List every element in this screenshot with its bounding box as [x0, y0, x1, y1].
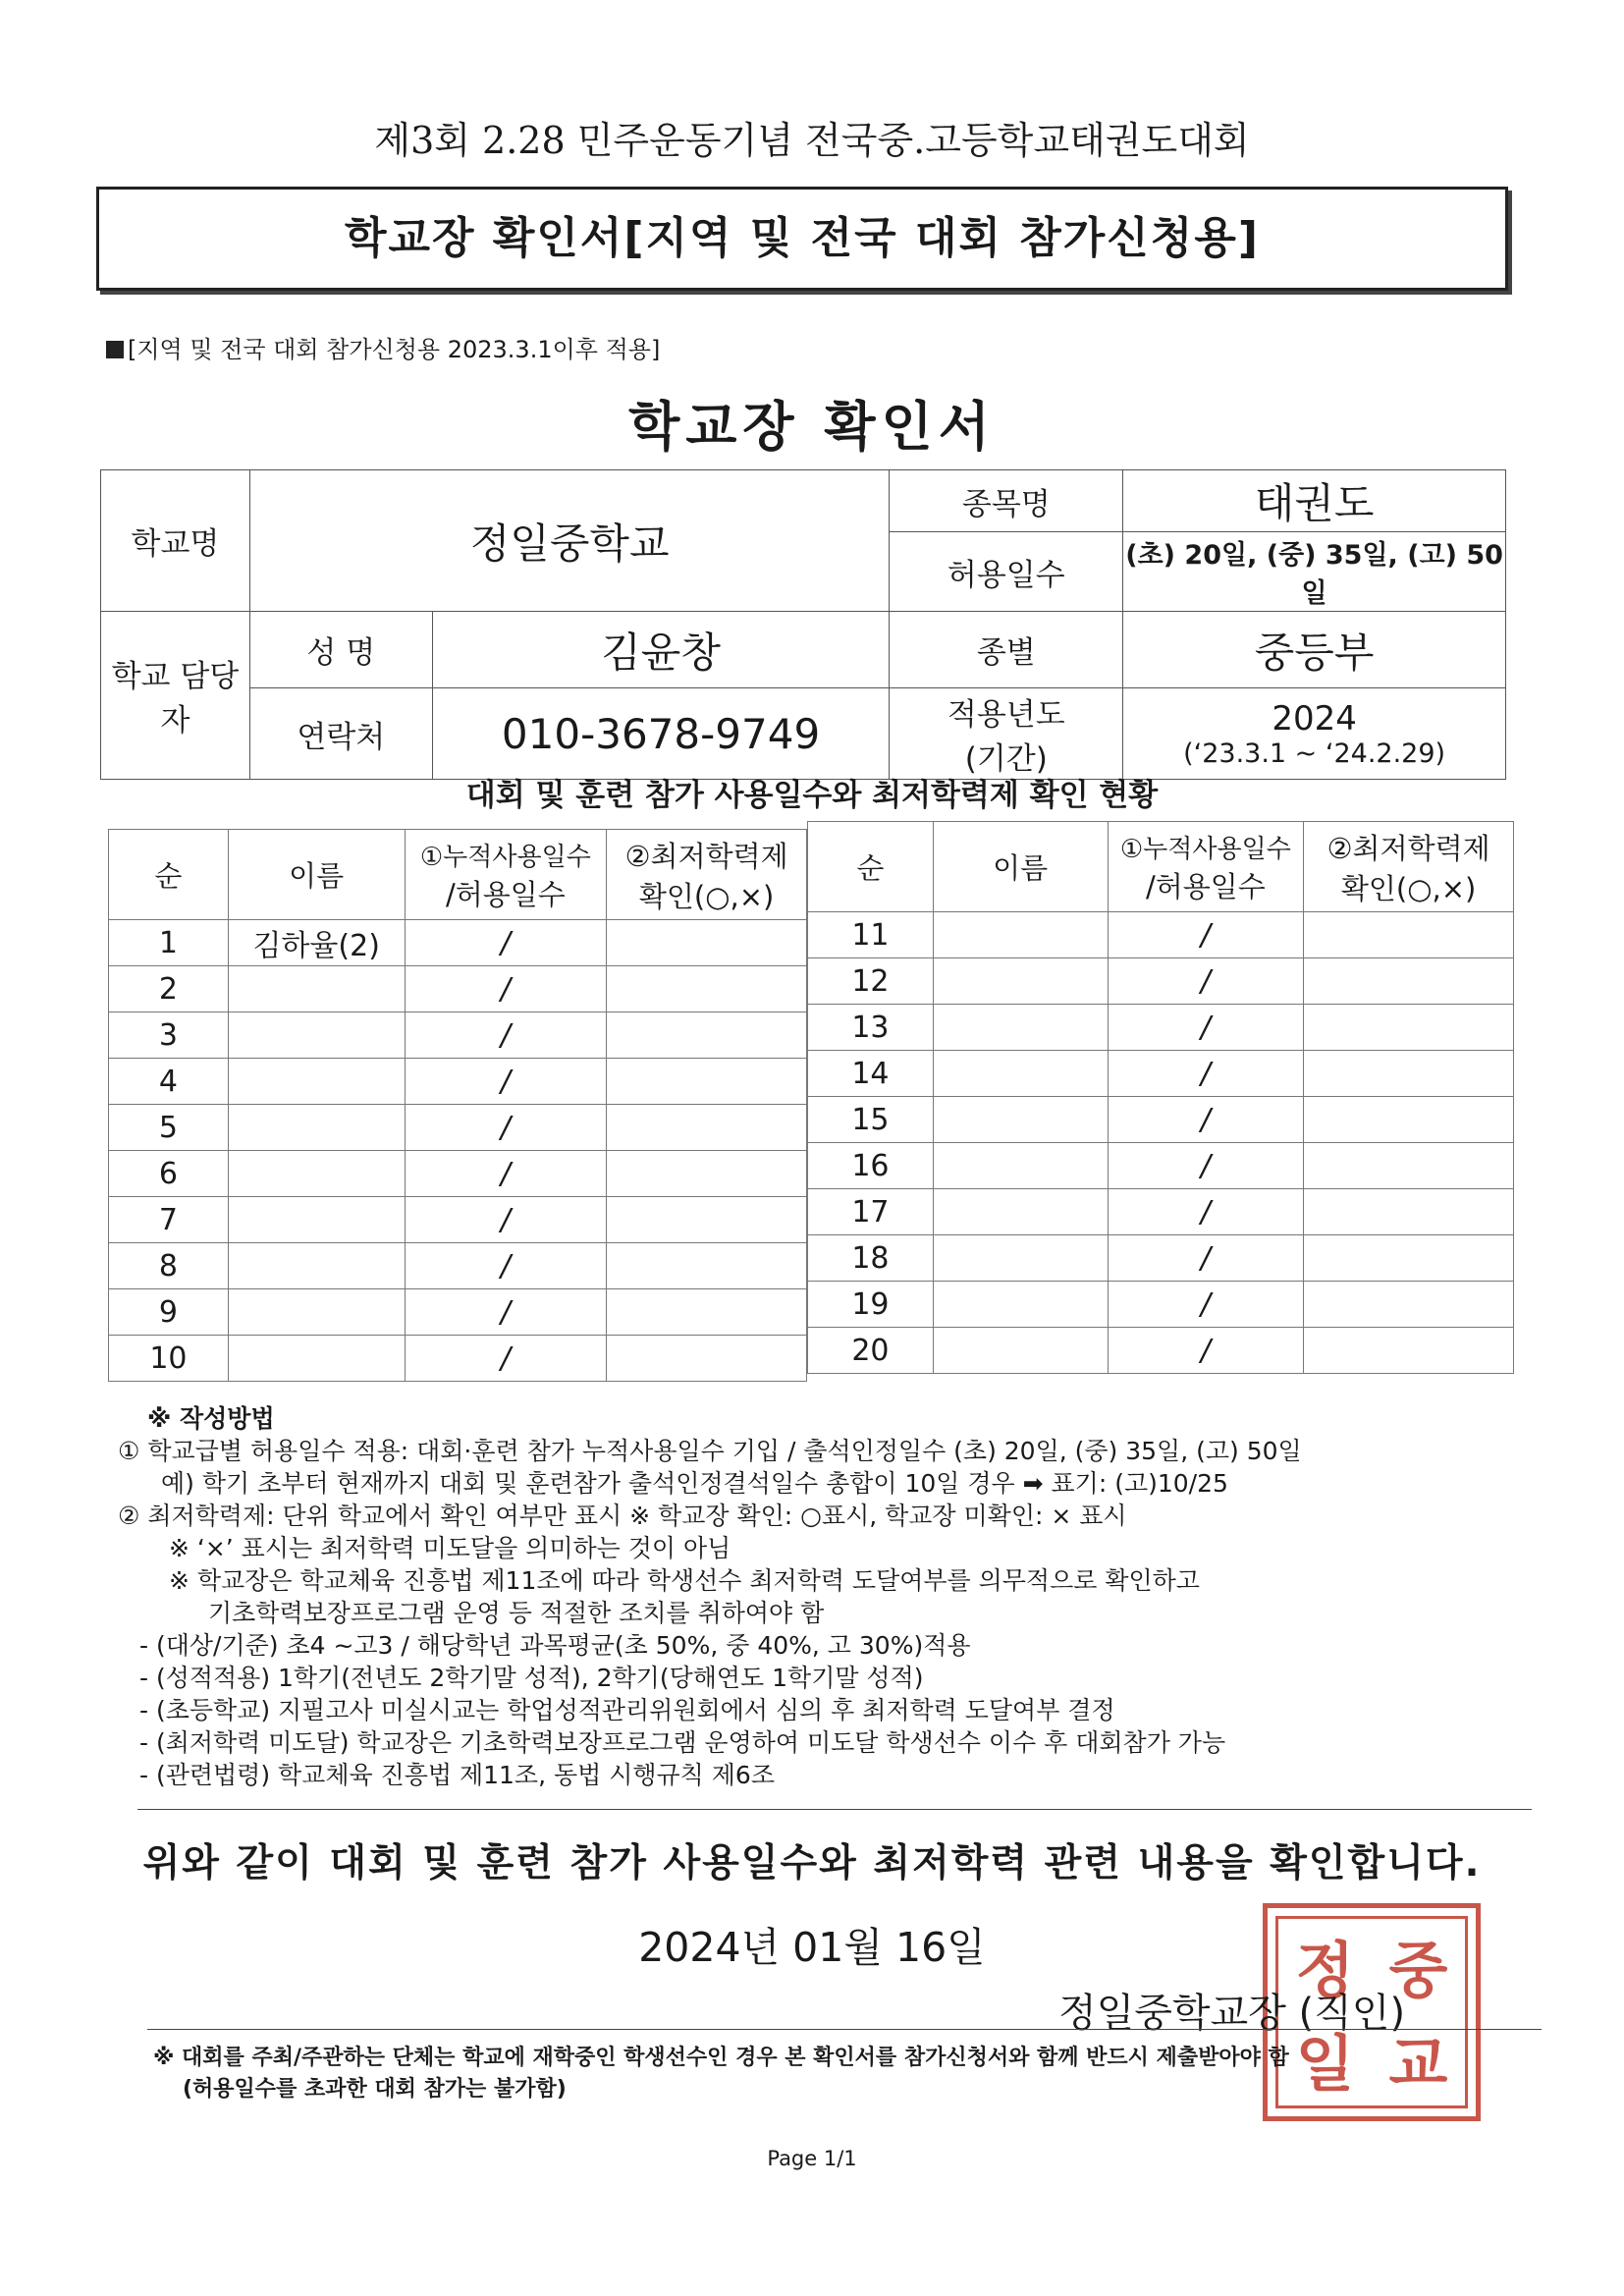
- row-check-cell: [1304, 1005, 1514, 1051]
- period-value: (‘23.3.1 ~ ‘24.2.29): [1183, 738, 1446, 769]
- year-value: 2024: [1272, 698, 1357, 738]
- sub-header-text: [지역 및 전국 대회 참가신청용 2023.3.1이후 적용]: [128, 336, 661, 363]
- row-days-cell: /: [1108, 1282, 1304, 1328]
- year-label-line-2: (기간): [964, 741, 1048, 777]
- footer-divider: [147, 2029, 1542, 2030]
- participants-right-body: [808, 912, 1514, 1374]
- row-name-cell: [933, 1235, 1108, 1282]
- row-check-cell: [1304, 1143, 1514, 1189]
- category-label: 종별: [890, 612, 1123, 688]
- row-name-cell: [933, 912, 1108, 958]
- row-days-cell: /: [1108, 1189, 1304, 1235]
- row-name-cell: [228, 1105, 405, 1151]
- col-header-days: [1108, 822, 1304, 912]
- table-row: [109, 920, 807, 966]
- col-header-no: 순: [109, 830, 229, 920]
- footnote-line-1: ※ 대회를 주최/주관하는 단체는 학교에 재학중인 학생선수인 경우 본 확인서를 참가신청서와 함께 반드시 제출받아야 함: [153, 2046, 1289, 2070]
- row-days-cell: /: [1108, 912, 1304, 958]
- page-number: Page 1/1: [767, 2147, 857, 2170]
- row-number-cell: 1: [109, 920, 229, 966]
- col-header-check: [607, 830, 807, 920]
- row-number-cell: 19: [808, 1282, 934, 1328]
- row-days-cell: /: [1108, 1143, 1304, 1189]
- row-days-cell: /: [1108, 1235, 1304, 1282]
- row-days-cell: /: [405, 1151, 607, 1197]
- row-name-cell: [933, 1143, 1108, 1189]
- col-header-name: 이름: [933, 822, 1108, 912]
- table-row: [808, 912, 1514, 958]
- row-check-cell: [607, 1243, 807, 1289]
- row-number-cell: 3: [109, 1012, 229, 1059]
- table-row: [109, 966, 807, 1012]
- document-title: 학교장 확인서: [628, 396, 996, 458]
- row-name-cell: [228, 1012, 405, 1059]
- row-days-cell: /: [1108, 958, 1304, 1005]
- note-line: 예) 학기 초부터 현재까지 대회 및 훈련참가 출석인정결석일수 총합이 10일 경우 ➡ 표기: (고)10/25: [161, 1469, 1228, 1498]
- row-check-cell: [607, 1059, 807, 1105]
- school-label: 학교명: [101, 470, 250, 612]
- col-header-check-line-1: ②최저학력제: [624, 839, 788, 873]
- row-days-cell: /: [405, 1197, 607, 1243]
- table-row: [808, 1051, 1514, 1097]
- row-number-cell: 9: [109, 1289, 229, 1336]
- note-line: - (초등학교) 지필고사 미실시교는 학업성적관리위원회에서 심의 후 최저학력 도달여부 결정: [139, 1696, 1115, 1724]
- participants-table-right: [807, 821, 1514, 1374]
- note-line: ② 최저학력제: 단위 학교에서 확인 여부만 표시 ※ 학교장 확인: ○표시, 학교장 미확인: × 표시: [118, 1502, 1127, 1530]
- row-number-cell: 16: [808, 1143, 934, 1189]
- manager-name: 김윤창: [432, 612, 890, 688]
- row-name-cell: [228, 1151, 405, 1197]
- col-header-days-line-2: /허용일수: [1145, 869, 1266, 903]
- event-title: 제3회 2.28 민주운동기념 전국중.고등학교태권도대회: [374, 119, 1250, 162]
- row-number-cell: 7: [109, 1197, 229, 1243]
- row-check-cell: [607, 920, 807, 966]
- note-line: - (대상/기준) 초4 ~고3 / 해당학년 과목평균(초 50%, 중 40%, 고 30%)적용: [139, 1631, 971, 1660]
- row-number-cell: 14: [808, 1051, 934, 1097]
- row-number-cell: 18: [808, 1235, 934, 1282]
- allowed-days-label: 허용일수: [890, 532, 1123, 612]
- row-check-cell: [1304, 1328, 1514, 1374]
- row-days-cell: /: [405, 1059, 607, 1105]
- table-row: [109, 1151, 807, 1197]
- note-line: ※ 학교장은 학교체육 진흥법 제11조에 따라 학생선수 최저학력 도달여부를 의무적으로 확인하고: [169, 1566, 1200, 1595]
- row-name-cell: [933, 1097, 1108, 1143]
- row-check-cell: [1304, 1282, 1514, 1328]
- row-name-cell: [933, 958, 1108, 1005]
- row-number-cell: 15: [808, 1097, 934, 1143]
- row-days-cell: /: [405, 1012, 607, 1059]
- info-table: [100, 469, 1506, 780]
- contact-value: 010-3678-9749: [432, 688, 890, 780]
- col-header-days: [405, 830, 607, 920]
- row-name-cell: 김하율(2): [228, 920, 405, 966]
- row-check-cell: [607, 1289, 807, 1336]
- col-header-no: 순: [808, 822, 934, 912]
- col-header-days-line-2: /허용일수: [445, 877, 566, 911]
- seal-char: 교: [1388, 2028, 1448, 2100]
- note-line: 기초학력보장프로그램 운영 등 적절한 조치를 취하여야 함: [208, 1599, 825, 1627]
- table-row: [808, 1143, 1514, 1189]
- row-number-cell: 5: [109, 1105, 229, 1151]
- note-line: ※ 작성방법: [147, 1404, 275, 1433]
- col-header-check: [1304, 822, 1514, 912]
- row-number-cell: 12: [808, 958, 934, 1005]
- row-number-cell: 6: [109, 1151, 229, 1197]
- row-number-cell: 2: [109, 966, 229, 1012]
- row-days-cell: /: [1108, 1097, 1304, 1143]
- table-row: [109, 1012, 807, 1059]
- table-row: [808, 1328, 1514, 1374]
- main-title: 학교장 확인서[지역 및 전국 대회 참가신청용]: [345, 213, 1260, 263]
- year-label: [890, 688, 1123, 780]
- note-line: - (성적적용) 1학기(전년도 2학기말 성적), 2학기(당해연도 1학기말 성적): [139, 1664, 924, 1692]
- row-name-cell: [933, 1282, 1108, 1328]
- seal-char: 중: [1388, 1935, 1448, 2006]
- row-days-cell: /: [405, 920, 607, 966]
- participants-table-left: [108, 829, 807, 1382]
- row-check-cell: [1304, 1235, 1514, 1282]
- col-header-check-line-2: 확인(○,×): [1340, 871, 1477, 905]
- square-bullet-icon: [106, 341, 124, 358]
- row-days-cell: /: [405, 1289, 607, 1336]
- row-check-cell: [607, 1151, 807, 1197]
- seal-char: 정: [1295, 1935, 1355, 2006]
- sub-header: [106, 330, 660, 364]
- main-title-box: [96, 187, 1508, 291]
- manager-label: 학교 담당자: [101, 612, 250, 780]
- seal-char: 일: [1295, 2028, 1355, 2100]
- row-check-cell: [1304, 1051, 1514, 1097]
- row-name-cell: [933, 1189, 1108, 1235]
- table-row: [109, 1105, 807, 1151]
- category-value: 중등부: [1123, 612, 1506, 688]
- table-row: [808, 958, 1514, 1005]
- row-number-cell: 10: [109, 1336, 229, 1382]
- table-row: [109, 1336, 807, 1382]
- row-number-cell: 20: [808, 1328, 934, 1374]
- row-days-cell: /: [405, 1105, 607, 1151]
- sport-label: 종목명: [890, 470, 1123, 532]
- note-line: ① 학교급별 허용일수 적용: 대회·훈련 참가 누적사용일수 기입 / 출석인정일수 (초) 20일, (중) 35일, (고) 50일: [118, 1437, 1302, 1465]
- row-check-cell: [1304, 1097, 1514, 1143]
- note-line: ※ ‘×’ 표시는 최저학력 미도달을 의미하는 것이 아님: [169, 1534, 731, 1562]
- instructions: [118, 1402, 1532, 1791]
- row-days-cell: /: [1108, 1328, 1304, 1374]
- row-number-cell: 11: [808, 912, 934, 958]
- school-name: 정일중학교: [249, 470, 890, 612]
- year-label-line-1: 적용년도: [947, 697, 1065, 733]
- table-row: [109, 1243, 807, 1289]
- row-check-cell: [607, 1012, 807, 1059]
- sport-value: 태권도: [1123, 470, 1506, 532]
- row-days-cell: /: [405, 1336, 607, 1382]
- confirmation-statement: 위와 같이 대회 및 훈련 참가 사용일수와 최저학력 관련 내용을 확인합니다.: [142, 1841, 1482, 1886]
- row-check-cell: [1304, 1189, 1514, 1235]
- col-header-name: 이름: [228, 830, 405, 920]
- row-days-cell: /: [405, 1243, 607, 1289]
- row-name-cell: [228, 1289, 405, 1336]
- row-name-cell: [933, 1051, 1108, 1097]
- col-header-days-line-1: ①누적사용일수: [419, 842, 591, 872]
- table-row: [808, 1235, 1514, 1282]
- col-header-check-line-2: 확인(○,×): [638, 879, 775, 913]
- table-row: [109, 1197, 807, 1243]
- note-line: - (관련법령) 학교체육 진흥법 제11조, 동법 시행규칙 제6조: [139, 1761, 775, 1789]
- row-check-cell: [1304, 958, 1514, 1005]
- footnote-line-2: (허용일수를 초과한 대회 참가는 불가함): [183, 2077, 567, 2102]
- principal-signature-line: 정일중학교장 (직인): [1058, 1991, 1406, 2036]
- name-label: 성 명: [249, 612, 432, 688]
- row-name-cell: [933, 1328, 1108, 1374]
- table-row: [808, 1282, 1514, 1328]
- issue-date: 2024년 01월 16일: [638, 1924, 986, 1971]
- row-number-cell: 4: [109, 1059, 229, 1105]
- divider: [137, 1809, 1532, 1810]
- row-days-cell: /: [1108, 1005, 1304, 1051]
- table-row: [109, 1059, 807, 1105]
- row-number-cell: 17: [808, 1189, 934, 1235]
- allowed-days-value: (초) 20일, (중) 35일, (고) 50일: [1123, 532, 1506, 612]
- row-check-cell: [607, 966, 807, 1012]
- row-days-cell: /: [405, 966, 607, 1012]
- row-number-cell: 8: [109, 1243, 229, 1289]
- col-header-days-line-1: ①누적사용일수: [1119, 834, 1291, 864]
- row-name-cell: [228, 1336, 405, 1382]
- row-days-cell: /: [1108, 1051, 1304, 1097]
- table-row: [109, 1289, 807, 1336]
- row-check-cell: [1304, 912, 1514, 958]
- participants-left-body: [109, 920, 807, 1382]
- row-name-cell: [228, 1243, 405, 1289]
- table-row: [808, 1005, 1514, 1051]
- row-name-cell: [228, 1197, 405, 1243]
- table-row: [808, 1097, 1514, 1143]
- row-check-cell: [607, 1197, 807, 1243]
- row-check-cell: [607, 1336, 807, 1382]
- row-name-cell: [228, 966, 405, 1012]
- row-check-cell: [607, 1105, 807, 1151]
- col-header-check-line-1: ②최저학력제: [1326, 831, 1490, 865]
- footnote: [153, 2043, 1289, 2105]
- table-row: [808, 1189, 1514, 1235]
- row-number-cell: 13: [808, 1005, 934, 1051]
- year-cell: [1123, 688, 1506, 780]
- row-name-cell: [933, 1005, 1108, 1051]
- note-line: - (최저학력 미도달) 학교장은 기초학력보장프로그램 운영하여 미도달 학생선수 이수 후 대회참가 가능: [139, 1728, 1226, 1757]
- contact-label: 연락처: [249, 688, 432, 780]
- row-name-cell: [228, 1059, 405, 1105]
- section-caption: 대회 및 훈련 참가 사용일수와 최저학력제 확인 현황: [465, 778, 1159, 813]
